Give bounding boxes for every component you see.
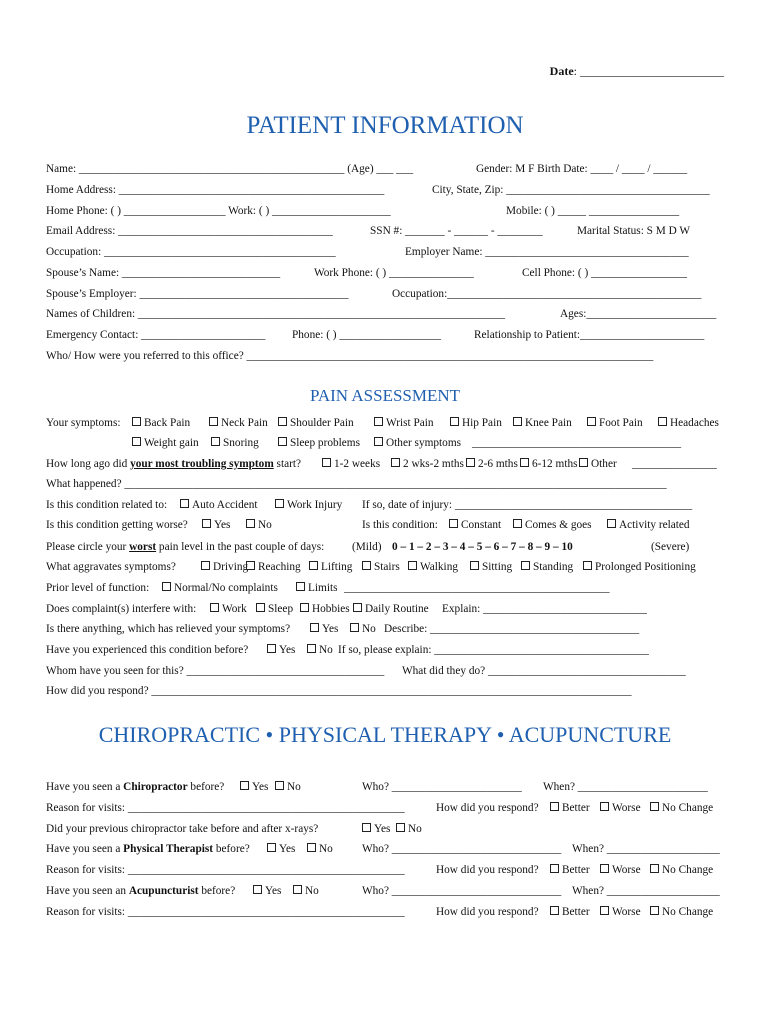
occupation-field[interactable]: Occupation: _________________________________________ (46, 246, 336, 258)
condition-comes-goes[interactable]: Comes & goes (513, 518, 592, 532)
interfere-daily-routine[interactable]: Daily Routine (353, 602, 429, 616)
acu-respond-label: How did you respond? (436, 906, 539, 918)
other-symptoms-blank[interactable]: _____________________________________ (472, 437, 681, 449)
option-2wks-2mths[interactable]: 2 wks-2 mths (391, 457, 464, 471)
checkbox[interactable] (307, 843, 316, 852)
checkbox[interactable] (293, 885, 302, 894)
checkbox[interactable] (162, 582, 171, 591)
symptom-shoulder-pain[interactable]: Shoulder Pain (278, 416, 354, 430)
checkbox[interactable] (209, 417, 218, 426)
acu-worse[interactable]: Worse (600, 905, 641, 919)
checkbox[interactable] (600, 802, 609, 811)
symptom-headaches[interactable]: Headaches (658, 416, 719, 430)
checkbox[interactable] (210, 603, 219, 612)
option-2-6-mths[interactable]: 2-6 mths (466, 457, 518, 471)
checkbox[interactable] (408, 561, 417, 570)
symptom-wrist-pain[interactable]: Wrist Pain (374, 416, 434, 430)
interfere-explain[interactable]: Explain: _____________________________ (442, 603, 647, 615)
emergency-contact-field[interactable]: Emergency Contact: ______________________ (46, 329, 266, 341)
symptom-snoring[interactable]: Snoring (211, 436, 259, 450)
acu-no-change[interactable]: No Change (650, 905, 713, 919)
checkbox[interactable] (278, 437, 287, 446)
checkbox[interactable] (246, 561, 255, 570)
acu-reason-field[interactable]: Reason for visits: _________________________________________________ (46, 906, 405, 918)
worse-no[interactable]: No (246, 518, 272, 532)
symptom-back-pain[interactable]: Back Pain (132, 416, 190, 430)
checkbox[interactable] (374, 437, 383, 446)
checkbox[interactable] (362, 823, 371, 832)
children-names-field[interactable]: Names of Children: _________________________________________________________________ (46, 308, 506, 320)
checkbox[interactable] (579, 458, 588, 467)
checkbox[interactable] (391, 458, 400, 467)
chiro-worse[interactable]: Worse (600, 801, 641, 815)
interfere-hobbies[interactable]: Hobbies (300, 602, 350, 616)
patient-information-title: PATIENT INFORMATION (246, 112, 524, 139)
spouse-employer-field[interactable]: Spouse’s Employer: _____________________________________ (46, 288, 349, 300)
checkbox[interactable] (278, 417, 287, 426)
checkbox[interactable] (513, 519, 522, 528)
checkbox[interactable] (466, 458, 475, 467)
prior-limits-blank[interactable]: _______________________________________________ (344, 582, 610, 594)
symptom-sleep-problems[interactable]: Sleep problems (278, 436, 360, 450)
aggr-driving[interactable]: Driving (201, 560, 248, 574)
how-long-other-blank[interactable]: _______________ (632, 458, 717, 470)
checkbox[interactable] (396, 823, 405, 832)
pain-level-scale[interactable]: 0 – 1 – 2 – 3 – 4 – 5 – 6 – 7 – 8 – 9 – 10 (392, 541, 573, 553)
checkbox[interactable] (583, 561, 592, 570)
checkbox[interactable] (607, 519, 616, 528)
relieved-yes[interactable]: Yes (310, 622, 338, 636)
checkbox[interactable] (201, 561, 210, 570)
checkbox[interactable] (650, 864, 659, 873)
pt-reason-field[interactable]: Reason for visits: _________________________________________________ (46, 864, 405, 876)
checkbox[interactable] (322, 458, 331, 467)
checkbox[interactable] (353, 603, 362, 612)
checkbox[interactable] (350, 623, 359, 632)
prior-normal[interactable]: Normal/No complaints (162, 581, 278, 595)
aggr-stairs[interactable]: Stairs (362, 560, 400, 574)
chiro-who[interactable]: Who? _______________________ (362, 781, 522, 793)
pain-level-severe: (Severe) (651, 541, 690, 553)
interfere-sleep[interactable]: Sleep (256, 602, 293, 616)
symptoms-label: Your symptoms: (46, 417, 121, 429)
interfere-work[interactable]: Work (210, 602, 247, 616)
checkbox[interactable] (132, 437, 141, 446)
checkbox[interactable] (450, 417, 459, 426)
chiro-reason-field[interactable]: Reason for visits: _________________________________________________ (46, 802, 405, 814)
symptom-weight-gain[interactable]: Weight gain (132, 436, 199, 450)
experienced-no[interactable]: No (307, 643, 333, 657)
xray-yes[interactable]: Yes (362, 822, 390, 836)
children-ages-field[interactable]: Ages:_______________________ (560, 308, 717, 320)
pain-level-question: Please circle your worst pain level in the past couple of days: (46, 541, 325, 553)
acu-yes[interactable]: Yes (253, 884, 281, 898)
injury-date-field[interactable]: If so, date of injury: __________________________________________ (362, 499, 693, 511)
checkbox[interactable] (296, 582, 305, 591)
condition-label: Is this condition: (362, 519, 438, 531)
experienced-yes[interactable]: Yes (267, 643, 295, 657)
checkbox[interactable] (587, 417, 596, 426)
home-address-field[interactable]: Home Address: _______________________________________________ (46, 184, 385, 196)
checkbox[interactable] (202, 519, 211, 528)
option-1-2-weeks[interactable]: 1-2 weeks (322, 457, 380, 471)
checkbox[interactable] (253, 885, 262, 894)
acu-when[interactable]: When? ____________________ (572, 885, 720, 897)
checkbox[interactable] (520, 458, 529, 467)
checkbox[interactable] (550, 906, 559, 915)
acu-better[interactable]: Better (550, 905, 590, 919)
checkbox[interactable] (309, 561, 318, 570)
symptom-neck-pain[interactable]: Neck Pain (209, 416, 268, 430)
checkbox[interactable] (211, 437, 220, 446)
pt-no-change[interactable]: No Change (650, 863, 713, 877)
city-state-zip-field[interactable]: City, State, Zip: ____________________________________ (432, 184, 710, 196)
condition-constant[interactable]: Constant (449, 518, 501, 532)
aggr-sitting[interactable]: Sitting (470, 560, 512, 574)
checkbox[interactable] (180, 499, 189, 508)
checkbox[interactable] (246, 519, 255, 528)
aggr-lifting[interactable]: Lifting (309, 560, 352, 574)
xray-question: Did your previous chiropractor take before and after x-rays? (46, 823, 319, 835)
pt-no[interactable]: No (307, 842, 333, 856)
interfere-label: Does complaint(s) interfere with: (46, 603, 197, 615)
spouse-name-field[interactable]: Spouse’s Name: ____________________________ (46, 267, 281, 279)
ssn-field[interactable]: SSN #: _______ - ______ - ________ (370, 225, 543, 237)
emergency-phone-field[interactable]: Phone: ( ) __________________ (292, 329, 442, 341)
acu-no[interactable]: No (293, 884, 319, 898)
checkbox[interactable] (256, 603, 265, 612)
pt-better[interactable]: Better (550, 863, 590, 877)
related-auto-accident[interactable]: Auto Accident (180, 498, 258, 512)
relieved-describe[interactable]: Describe: _____________________________________ (384, 623, 640, 635)
pain-level-mild: (Mild) (352, 541, 382, 553)
chiro-better[interactable]: Better (550, 801, 590, 815)
chiro-no-change[interactable]: No Change (650, 801, 713, 815)
how-long-question: How long ago did your most troubling symptom start? (46, 458, 302, 470)
symptom-other[interactable]: Other symptoms (374, 436, 461, 450)
what-did-they-do-field[interactable]: What did they do? ___________________________________ (402, 665, 686, 677)
spouse-work-phone-field[interactable]: Work Phone: ( ) _______________ (314, 267, 474, 279)
related-work-injury[interactable]: Work Injury (275, 498, 342, 512)
checkbox[interactable] (275, 781, 284, 790)
gender-birthdate-field[interactable]: Gender: M F Birth Date: ____ / ____ / ______ (476, 163, 688, 175)
symptom-knee-pain[interactable]: Knee Pain (513, 416, 572, 430)
checkbox[interactable] (307, 644, 316, 653)
checkbox[interactable] (550, 864, 559, 873)
checkbox[interactable] (267, 843, 276, 852)
checkbox[interactable] (132, 417, 141, 426)
pt-who[interactable]: Who? ______________________________ (362, 843, 562, 855)
acu-who[interactable]: Who? ______________________________ (362, 885, 562, 897)
aggravates-label: What aggravates symptoms? (46, 561, 176, 573)
checkbox[interactable] (300, 603, 309, 612)
symptom-hip-pain[interactable]: Hip Pain (450, 416, 502, 430)
prior-limits[interactable]: Limits (296, 581, 338, 595)
checkbox[interactable] (275, 499, 284, 508)
mobile-phone-field[interactable]: Mobile: ( ) _____ ________________ (506, 205, 680, 217)
checkbox[interactable] (600, 906, 609, 915)
checkbox[interactable] (550, 802, 559, 811)
pain-assessment-title: PAIN ASSESSMENT (309, 386, 461, 405)
checkbox[interactable] (650, 906, 659, 915)
chiro-no[interactable]: No (275, 780, 301, 794)
spouse-occupation-field[interactable]: Occupation:_____________________________________________ (392, 288, 702, 300)
experienced-label: Have you experienced this condition before? (46, 644, 249, 656)
date-blank[interactable]: : ________________________ (573, 64, 724, 78)
employer-name-field[interactable]: Employer Name: ____________________________________ (405, 246, 689, 258)
aggr-walking[interactable]: Walking (408, 560, 458, 574)
option-6-12-mths[interactable]: 6-12 mths (520, 457, 578, 471)
chiro-when[interactable]: When? _______________________ (543, 781, 708, 793)
xray-no[interactable]: No (396, 822, 422, 836)
email-field[interactable]: Email Address: ______________________________________ (46, 225, 333, 237)
services-title: CHIROPRACTIC • PHYSICAL THERAPY • ACUPUNCTURE (98, 722, 672, 747)
chiro-respond-label: How did you respond? (436, 802, 539, 814)
checkbox[interactable] (658, 417, 667, 426)
aggr-prolonged-positioning[interactable]: Prolonged Positioning (583, 560, 696, 574)
whom-seen-field[interactable]: Whom have you seen for this? ___________________________________ (46, 665, 385, 677)
pt-when[interactable]: When? ____________________ (572, 843, 720, 855)
spouse-cell-phone-field[interactable]: Cell Phone: ( ) _________________ (522, 267, 688, 279)
symptom-foot-pain[interactable]: Foot Pain (587, 416, 643, 430)
pt-worse[interactable]: Worse (600, 863, 641, 877)
condition-activity-related[interactable]: Activity related (607, 518, 690, 532)
relationship-field[interactable]: Relationship to Patient:______________________ (474, 329, 705, 341)
checkbox[interactable] (374, 417, 383, 426)
aggr-reaching[interactable]: Reaching (246, 560, 301, 574)
worse-yes[interactable]: Yes (202, 518, 230, 532)
referral-field[interactable]: Who/ How were you referred to this office? ________________________________________________________________________ (46, 350, 654, 362)
checkbox[interactable] (513, 417, 522, 426)
acu-question: Have you seen an Acupuncturist before? (46, 885, 236, 897)
pt-yes[interactable]: Yes (267, 842, 295, 856)
checkbox[interactable] (449, 519, 458, 528)
relieved-no[interactable]: No (350, 622, 376, 636)
what-happened-field[interactable]: What happened? ________________________________________________________________________________________________ (46, 478, 667, 490)
checkbox[interactable] (470, 561, 479, 570)
checkbox[interactable] (310, 623, 319, 632)
checkbox[interactable] (650, 802, 659, 811)
date-label: Date (549, 64, 574, 78)
chiro-yes[interactable]: Yes (240, 780, 268, 794)
pt-question: Have you seen a Physical Therapist before? (46, 843, 250, 855)
chiropractor-question: Have you seen a Chiropractor before? (46, 781, 225, 793)
checkbox[interactable] (521, 561, 530, 570)
marital-status-field[interactable]: Marital Status: S M D W (577, 225, 691, 237)
aggr-standing[interactable]: Standing (521, 560, 573, 574)
prior-function-label: Prior level of function: (46, 582, 150, 594)
checkbox[interactable] (240, 781, 249, 790)
pt-respond-label: How did you respond? (436, 864, 539, 876)
worse-label: Is this condition getting worse? (46, 519, 188, 531)
checkbox[interactable] (362, 561, 371, 570)
checkbox[interactable] (267, 644, 276, 653)
home-work-phone-field[interactable]: Home Phone: ( ) __________________ Work: ( ) _____________________ (46, 205, 391, 217)
related-label: Is this condition related to: (46, 499, 168, 511)
option-other[interactable]: Other (579, 457, 617, 471)
experienced-explain[interactable]: If so, please explain: ______________________________________ (338, 644, 649, 656)
relieved-label: Is there anything, which has relieved your symptoms? (46, 623, 291, 635)
checkbox[interactable] (600, 864, 609, 873)
name-age-field[interactable]: Name: _______________________________________________ (Age) ___ ___ (46, 163, 414, 175)
respond-field[interactable]: How did you respond? _____________________________________________________________________________________ (46, 685, 632, 697)
date-field[interactable] (550, 64, 724, 79)
